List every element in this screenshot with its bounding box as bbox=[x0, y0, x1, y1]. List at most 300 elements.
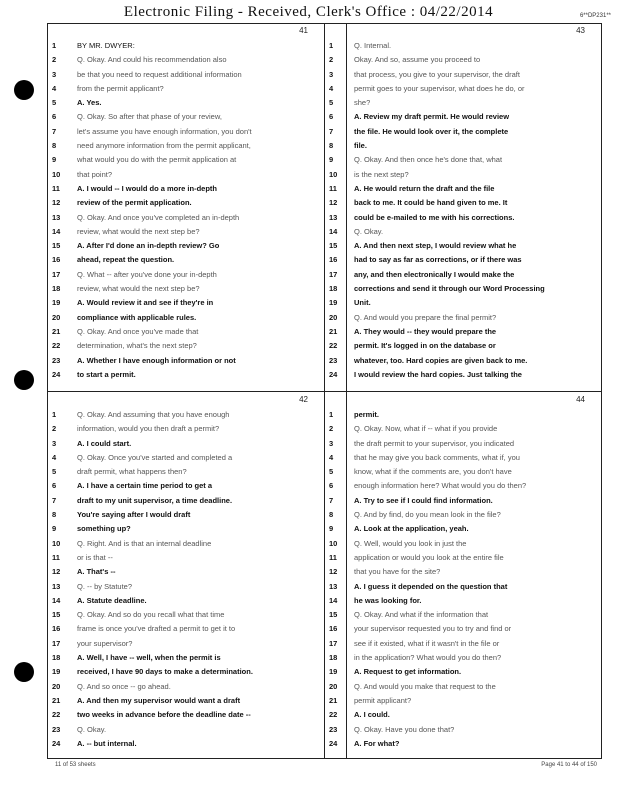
line-number: 18 bbox=[52, 284, 61, 294]
line-number: 13 bbox=[329, 212, 338, 222]
transcript-line bbox=[47, 296, 324, 310]
transcript-line bbox=[324, 694, 601, 708]
line-text: frame is once you've drafted a permit to get it to bbox=[77, 624, 236, 634]
line-number: 11 bbox=[329, 552, 337, 562]
line-number: 9 bbox=[52, 155, 57, 165]
transcript-line bbox=[47, 211, 324, 225]
transcript-line bbox=[47, 68, 324, 82]
transcript-line bbox=[47, 479, 324, 493]
transcript-line bbox=[324, 451, 601, 465]
punch-hole bbox=[14, 370, 34, 390]
line-text: Q. And so once -- go ahead. bbox=[77, 681, 171, 691]
line-number: 1 bbox=[52, 41, 57, 50]
line-text: A. I have a certain time period to get a bbox=[77, 481, 213, 491]
line-number: 1 bbox=[329, 41, 334, 50]
line-number: 14 bbox=[52, 226, 61, 236]
line-text: A. I would -- I would do a more in-depth bbox=[77, 183, 217, 193]
transcript-line bbox=[324, 82, 601, 96]
line-text: A. That's -- bbox=[77, 567, 116, 577]
line-text: Q. What -- after you've done your in-depth bbox=[77, 269, 217, 279]
transcript-line bbox=[47, 339, 324, 353]
line-text: Q. Okay. Have you done that? bbox=[354, 724, 455, 734]
page-number: 44 bbox=[576, 395, 585, 404]
transcript-line bbox=[324, 125, 601, 139]
line-text: A. Well, I have -- well, when the permit is bbox=[77, 653, 221, 663]
transcript-line bbox=[324, 422, 601, 436]
line-text: A. And then my supervisor would want a draft bbox=[77, 695, 241, 705]
line-number: 8 bbox=[329, 141, 334, 151]
line-text: what would you do with the permit application at bbox=[77, 155, 237, 165]
transcript-line bbox=[324, 68, 601, 82]
line-text: Q. And would you prepare the final permit? bbox=[354, 312, 497, 322]
transcript-line bbox=[47, 408, 324, 422]
line-number: 4 bbox=[52, 452, 57, 462]
transcript-line bbox=[47, 354, 324, 368]
transcript-line bbox=[47, 196, 324, 210]
line-number: 22 bbox=[52, 341, 61, 351]
transcript-line bbox=[324, 680, 601, 694]
transcript-line bbox=[47, 139, 324, 153]
line-text: Q. Okay. And once you've made that bbox=[77, 326, 199, 336]
transcript-line bbox=[47, 494, 324, 508]
line-text: A. -- but internal. bbox=[77, 738, 137, 748]
transcript-line bbox=[47, 465, 324, 479]
line-number: 20 bbox=[52, 681, 61, 691]
line-text: BY MR. DWYER: bbox=[77, 41, 135, 50]
transcript-line bbox=[47, 82, 324, 96]
line-number: 3 bbox=[329, 438, 334, 448]
line-number: 17 bbox=[329, 638, 338, 648]
line-text: information, would you then draft a permit? bbox=[77, 424, 220, 434]
transcript-line bbox=[324, 239, 601, 253]
line-number: 15 bbox=[52, 610, 61, 620]
line-text: Q. Okay. Now, what if -- what if you provide bbox=[354, 424, 498, 434]
line-number: 22 bbox=[329, 341, 338, 351]
line-number: 16 bbox=[52, 255, 61, 265]
transcript-line bbox=[324, 225, 601, 239]
line-number: 10 bbox=[329, 538, 338, 548]
line-text: compliance with applicable rules. bbox=[77, 312, 197, 322]
line-text: Q. -- by Statute? bbox=[77, 581, 133, 591]
line-text: whatever, too. Hard copies are given back to me. bbox=[354, 355, 528, 365]
line-text: permit. bbox=[354, 410, 380, 419]
transcript-line bbox=[47, 239, 324, 253]
transcript-line bbox=[324, 311, 601, 325]
transcript-line bbox=[47, 437, 324, 451]
transcript-page bbox=[47, 392, 324, 760]
line-number: 6 bbox=[52, 112, 57, 122]
line-number: 3 bbox=[52, 69, 57, 79]
line-number: 5 bbox=[329, 467, 334, 477]
line-number: 19 bbox=[329, 298, 338, 308]
line-text: review, what would the next step be? bbox=[77, 284, 200, 294]
line-text: that point? bbox=[77, 169, 113, 179]
line-number: 7 bbox=[329, 495, 334, 505]
line-text: or is that -- bbox=[77, 552, 113, 562]
line-text: Q. Okay. Once you've started and completed a bbox=[77, 452, 233, 462]
transcript-line bbox=[47, 551, 324, 565]
transcript-line bbox=[47, 622, 324, 636]
line-text: permit. It's logged in on the database or bbox=[354, 341, 496, 351]
line-text: Q. Okay. bbox=[77, 724, 107, 734]
line-text: know, what if the comments are, you don't have bbox=[354, 467, 512, 477]
line-number: 6 bbox=[329, 112, 334, 122]
line-number: 10 bbox=[52, 169, 61, 179]
transcript-line bbox=[324, 253, 601, 267]
line-number: 18 bbox=[52, 653, 61, 663]
transcript-line bbox=[47, 311, 324, 325]
transcript-line bbox=[324, 522, 601, 536]
line-text: A. And then next step, I would review what he bbox=[354, 241, 517, 251]
line-text: Q. Okay. bbox=[354, 226, 384, 236]
line-number: 20 bbox=[329, 312, 338, 322]
line-text: A. He would return the draft and the file bbox=[354, 183, 495, 193]
transcript-line bbox=[324, 723, 601, 737]
transcript-lines bbox=[324, 408, 601, 751]
transcript-page bbox=[324, 23, 601, 391]
transcript-line bbox=[47, 39, 324, 53]
transcript-line bbox=[47, 665, 324, 679]
line-number: 19 bbox=[52, 667, 61, 677]
line-number: 3 bbox=[329, 69, 334, 79]
line-number: 7 bbox=[52, 126, 57, 136]
line-text: A. Try to see if I could find information. bbox=[354, 495, 493, 505]
page-number: 41 bbox=[299, 26, 308, 35]
line-text: any, and then electronically I would make the bbox=[354, 269, 515, 279]
line-number: 2 bbox=[329, 424, 334, 434]
transcript-line bbox=[324, 494, 601, 508]
line-text: to start a permit. bbox=[77, 369, 136, 379]
transcript-line bbox=[324, 551, 601, 565]
transcript-line bbox=[324, 594, 601, 608]
transcript-line bbox=[47, 325, 324, 339]
line-number: 11 bbox=[52, 552, 60, 562]
transcript-line bbox=[324, 110, 601, 124]
line-number: 10 bbox=[52, 538, 61, 548]
line-number: 16 bbox=[329, 624, 338, 634]
line-text: Q. Okay. And what if the information that bbox=[354, 610, 489, 620]
line-number: 12 bbox=[329, 198, 338, 208]
line-text: Q. Okay. And assuming that you have enough bbox=[77, 410, 230, 419]
line-text: from the permit applicant? bbox=[77, 83, 164, 93]
transcript-line bbox=[47, 537, 324, 551]
line-text: A. I could start. bbox=[77, 438, 132, 448]
line-text: file. bbox=[354, 141, 367, 151]
transcript-lines bbox=[324, 39, 601, 382]
line-text: be that you need to request additional information bbox=[77, 69, 242, 79]
line-text: A. Would review it and see if they're in bbox=[77, 298, 214, 308]
transcript-line bbox=[324, 268, 601, 282]
transcript-line bbox=[47, 723, 324, 737]
line-number: 21 bbox=[52, 695, 61, 705]
line-text: is the next step? bbox=[354, 169, 409, 179]
line-text: application or would you look at the entire file bbox=[354, 552, 504, 562]
line-text: Unit. bbox=[354, 298, 371, 308]
line-number: 21 bbox=[329, 695, 338, 705]
line-text: You're saying after I would draft bbox=[77, 510, 191, 520]
line-number: 12 bbox=[52, 567, 61, 577]
line-text: Q. And by find, do you mean look in the file? bbox=[354, 510, 501, 520]
transcript-line bbox=[324, 465, 601, 479]
line-text: A. For what? bbox=[354, 738, 400, 748]
transcript-line bbox=[324, 53, 601, 67]
transcript-line bbox=[324, 608, 601, 622]
line-number: 6 bbox=[329, 481, 334, 491]
line-number: 2 bbox=[52, 55, 57, 65]
line-number: 15 bbox=[329, 241, 338, 251]
transcript-line bbox=[47, 182, 324, 196]
line-number: 16 bbox=[329, 255, 338, 265]
transcript-line bbox=[47, 282, 324, 296]
line-text: A. Whether I have enough information or not bbox=[77, 355, 236, 365]
transcript-line bbox=[324, 153, 601, 167]
line-text: determination, what's the next step? bbox=[77, 341, 197, 351]
line-number: 24 bbox=[52, 738, 61, 748]
transcript-line bbox=[47, 594, 324, 608]
transcript-page bbox=[47, 23, 324, 391]
punch-hole bbox=[14, 662, 34, 682]
transcript-line bbox=[47, 225, 324, 239]
punch-hole bbox=[14, 80, 34, 100]
transcript-line bbox=[324, 354, 601, 368]
transcript-lines bbox=[47, 408, 324, 751]
page-number: 42 bbox=[299, 395, 308, 404]
line-text: review of the permit application. bbox=[77, 198, 192, 208]
page-number: 43 bbox=[576, 26, 585, 35]
line-text: draft to my unit supervisor, a time deadline. bbox=[77, 495, 233, 505]
transcript-line bbox=[324, 296, 601, 310]
line-number: 18 bbox=[329, 653, 338, 663]
line-text: A. Yes. bbox=[77, 98, 102, 108]
transcript-line bbox=[47, 608, 324, 622]
line-number: 12 bbox=[329, 567, 338, 577]
transcript-line bbox=[47, 253, 324, 267]
transcript-line bbox=[47, 368, 324, 382]
filing-stamp: 6**DP231** bbox=[579, 13, 611, 19]
transcript-line bbox=[324, 368, 601, 382]
transcript-line bbox=[324, 96, 601, 110]
line-number: 9 bbox=[329, 155, 334, 165]
line-text: A. I could. bbox=[354, 710, 390, 720]
line-text: A. They would -- they would prepare the bbox=[354, 326, 497, 336]
transcript-line bbox=[47, 508, 324, 522]
transcript-line bbox=[324, 665, 601, 679]
line-number: 12 bbox=[52, 198, 61, 208]
line-number: 5 bbox=[52, 467, 57, 477]
transcript-line bbox=[324, 479, 601, 493]
line-text: that he may give you back comments, what if, you bbox=[354, 452, 520, 462]
transcript-line bbox=[324, 508, 601, 522]
line-number: 20 bbox=[329, 681, 338, 691]
line-number: 5 bbox=[52, 98, 57, 108]
line-text: that you have for the site? bbox=[354, 567, 441, 577]
line-text: let's assume you have enough information, you don't bbox=[77, 126, 252, 136]
line-number: 2 bbox=[52, 424, 57, 434]
line-text: could be e-mailed to me with his corrections. bbox=[354, 212, 515, 222]
line-text: A. After I'd done an in-depth review? Go bbox=[77, 241, 220, 251]
line-number: 6 bbox=[52, 481, 57, 491]
line-number: 2 bbox=[329, 55, 334, 65]
line-text: something up? bbox=[77, 524, 131, 534]
transcript-line bbox=[47, 268, 324, 282]
line-number: 21 bbox=[52, 326, 61, 336]
transcript-line bbox=[47, 565, 324, 579]
transcript-line bbox=[324, 651, 601, 665]
line-text: corrections and send it through our Word Processing bbox=[354, 284, 545, 294]
transcript-line bbox=[324, 737, 601, 751]
line-text: two weeks in advance before the deadline date -- bbox=[77, 710, 251, 720]
transcript-line bbox=[47, 125, 324, 139]
line-text: need anymore information from the permit applicant, bbox=[77, 141, 251, 151]
line-text: A. Statute deadline. bbox=[77, 595, 147, 605]
transcript-line bbox=[324, 537, 601, 551]
transcript-line bbox=[324, 580, 601, 594]
line-number: 5 bbox=[329, 98, 334, 108]
line-text: your supervisor requested you to try and find or bbox=[354, 624, 512, 634]
filing-header: Electronic Filing - Received, Clerk's Office : 04/22/2014 bbox=[123, 4, 494, 20]
transcript-line bbox=[324, 325, 601, 339]
sheet-count: 11 of 53 sheets bbox=[55, 762, 96, 768]
line-text: Q. Okay. And could his recommendation also bbox=[77, 55, 227, 65]
line-number: 13 bbox=[329, 581, 338, 591]
line-text: A. Look at the application, yeah. bbox=[354, 524, 469, 534]
transcript-line bbox=[324, 565, 601, 579]
transcript-line bbox=[47, 451, 324, 465]
transcript-line bbox=[324, 408, 601, 422]
line-text: review, what would the next step be? bbox=[77, 226, 200, 236]
line-number: 14 bbox=[329, 226, 338, 236]
line-number: 14 bbox=[329, 595, 338, 605]
transcript-lines bbox=[47, 39, 324, 382]
transcript-line bbox=[324, 139, 601, 153]
transcript-line bbox=[324, 637, 601, 651]
line-number: 19 bbox=[52, 298, 61, 308]
line-number: 4 bbox=[329, 452, 334, 462]
line-text: Q. Okay. And so do you recall what that time bbox=[77, 610, 225, 620]
line-text: she? bbox=[354, 98, 371, 108]
transcript-line bbox=[324, 168, 601, 182]
transcript-line bbox=[47, 422, 324, 436]
line-number: 7 bbox=[52, 495, 57, 505]
line-text: I would review the hard copies. Just talking the bbox=[354, 369, 522, 379]
line-number: 4 bbox=[52, 83, 57, 93]
line-number: 23 bbox=[52, 355, 61, 365]
line-number: 14 bbox=[52, 595, 61, 605]
line-text: Okay. And so, assume you proceed to bbox=[354, 55, 481, 65]
transcript-line bbox=[47, 168, 324, 182]
line-number: 22 bbox=[329, 710, 338, 720]
line-text: Q. Okay. And then once he's done that, what bbox=[354, 155, 503, 165]
line-number: 24 bbox=[329, 369, 338, 379]
line-number: 20 bbox=[52, 312, 61, 322]
line-number: 24 bbox=[52, 369, 61, 379]
line-text: permit goes to your supervisor, what does he do, or bbox=[354, 83, 525, 93]
transcript-line bbox=[47, 580, 324, 594]
line-number: 21 bbox=[329, 326, 338, 336]
transcript-line bbox=[324, 708, 601, 722]
line-text: the file. He would look over it, the complete bbox=[354, 126, 509, 136]
line-text: A. Request to get information. bbox=[354, 667, 462, 677]
line-number: 17 bbox=[329, 269, 338, 279]
line-number: 17 bbox=[52, 269, 61, 279]
line-number: 8 bbox=[52, 510, 57, 520]
line-number: 8 bbox=[329, 510, 334, 520]
transcript-line bbox=[324, 196, 601, 210]
transcript-line bbox=[47, 53, 324, 67]
transcript-line bbox=[47, 96, 324, 110]
line-text: see if it existed, what if it wasn't in the file or bbox=[354, 638, 500, 648]
line-number: 23 bbox=[52, 724, 61, 734]
line-text: back to me. It could be hand given to me. It bbox=[354, 198, 508, 208]
line-number: 16 bbox=[52, 624, 61, 634]
line-number: 19 bbox=[329, 667, 338, 677]
transcript-line bbox=[324, 282, 601, 296]
line-text: had to say as far as corrections, or if there was bbox=[354, 255, 522, 265]
line-number: 17 bbox=[52, 638, 61, 648]
line-number: 22 bbox=[52, 710, 61, 720]
line-text: draft permit, what happens then? bbox=[77, 467, 187, 477]
transcript-line bbox=[47, 637, 324, 651]
line-number: 9 bbox=[52, 524, 57, 534]
transcript-line bbox=[324, 339, 601, 353]
line-text: Q. Okay. And once you've completed an in-depth bbox=[77, 212, 240, 222]
transcript-page bbox=[324, 392, 601, 760]
line-number: 1 bbox=[52, 410, 57, 419]
line-text: your supervisor? bbox=[77, 638, 133, 648]
line-number: 10 bbox=[329, 169, 338, 179]
line-text: Q. Well, would you look in just the bbox=[354, 538, 467, 548]
transcript-line bbox=[324, 182, 601, 196]
line-text: Q. Okay. So after that phase of your review, bbox=[77, 112, 222, 122]
transcript-line bbox=[47, 737, 324, 751]
transcript-line bbox=[47, 651, 324, 665]
transcript-line bbox=[324, 437, 601, 451]
page-range: Page 41 to 44 of 150 bbox=[541, 762, 597, 768]
transcript-line bbox=[47, 153, 324, 167]
transcript-line bbox=[324, 39, 601, 53]
line-number: 13 bbox=[52, 212, 61, 222]
line-number: 24 bbox=[329, 738, 338, 748]
line-text: in the application? What would you do then? bbox=[354, 653, 502, 663]
line-number: 18 bbox=[329, 284, 338, 294]
line-text: the draft permit to your supervisor, you indicated bbox=[354, 438, 515, 448]
line-text: permit applicant? bbox=[354, 695, 412, 705]
line-number: 8 bbox=[52, 141, 57, 151]
line-number: 15 bbox=[329, 610, 338, 620]
transcript-line bbox=[47, 694, 324, 708]
line-number: 23 bbox=[329, 724, 338, 734]
transcript-line bbox=[47, 110, 324, 124]
line-text: that process, you give to your supervisor, the draft bbox=[354, 69, 520, 79]
line-number: 13 bbox=[52, 581, 61, 591]
transcript-line bbox=[47, 708, 324, 722]
line-number: 23 bbox=[329, 355, 338, 365]
line-number: 7 bbox=[329, 126, 334, 136]
line-text: Q. Internal. bbox=[354, 41, 392, 50]
line-text: Q. And would you make that request to the bbox=[354, 681, 496, 691]
line-number: 4 bbox=[329, 83, 334, 93]
line-text: Q. Right. And is that an internal deadline bbox=[77, 538, 212, 548]
line-number: 15 bbox=[52, 241, 61, 251]
transcript-line bbox=[47, 522, 324, 536]
transcript-line bbox=[324, 622, 601, 636]
transcript-line bbox=[324, 211, 601, 225]
line-number: 9 bbox=[329, 524, 334, 534]
line-text: received, I have 90 days to make a determination. bbox=[77, 667, 253, 677]
line-text: A. Review my draft permit. He would review bbox=[354, 112, 510, 122]
line-text: he was looking for. bbox=[354, 595, 422, 605]
line-number: 1 bbox=[329, 410, 334, 419]
